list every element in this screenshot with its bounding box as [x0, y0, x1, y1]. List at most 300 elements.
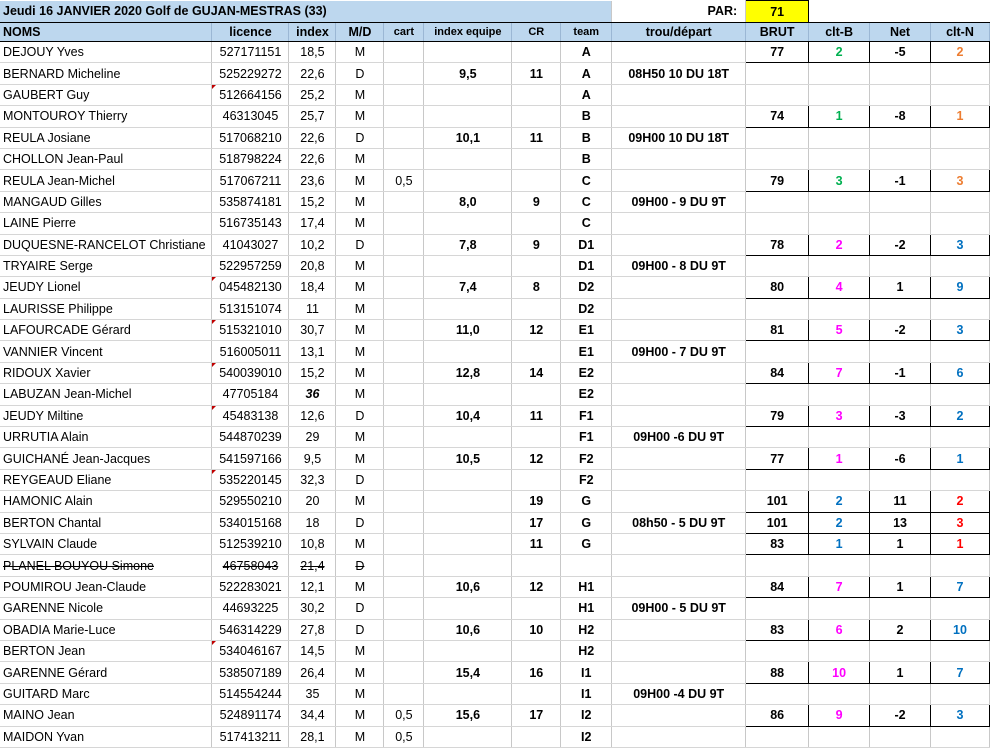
index-cell[interactable]: 14,5: [289, 640, 336, 661]
index-equipe-cell[interactable]: [424, 341, 512, 362]
md-cell[interactable]: M: [336, 298, 384, 319]
clt-n-cell[interactable]: 3: [930, 320, 989, 341]
licence-cell[interactable]: 47705184: [212, 384, 289, 405]
md-cell[interactable]: M: [336, 640, 384, 661]
cr-cell[interactable]: 17: [512, 512, 561, 533]
brut-cell[interactable]: [746, 127, 809, 148]
net-cell[interactable]: [870, 341, 931, 362]
cr-cell[interactable]: 14: [512, 362, 561, 383]
header-brut[interactable]: BRUT: [746, 23, 809, 42]
brut-cell[interactable]: [746, 191, 809, 212]
brut-cell[interactable]: [746, 726, 809, 747]
net-cell[interactable]: 1: [870, 576, 931, 597]
clt-b-cell[interactable]: 2: [809, 42, 870, 63]
md-cell[interactable]: D: [336, 619, 384, 640]
trou-cell[interactable]: 09H00 - 7 DU 9T: [612, 341, 746, 362]
team-cell[interactable]: D2: [561, 277, 612, 298]
team-cell[interactable]: F2: [561, 469, 612, 490]
team-cell[interactable]: H1: [561, 598, 612, 619]
md-cell[interactable]: M: [336, 170, 384, 191]
index-equipe-cell[interactable]: [424, 298, 512, 319]
index-equipe-cell[interactable]: [424, 491, 512, 512]
index-equipe-cell[interactable]: [424, 598, 512, 619]
comment-flag-icon[interactable]: [212, 277, 218, 283]
index-cell[interactable]: 32,3: [289, 469, 336, 490]
index-cell[interactable]: 25,7: [289, 106, 336, 127]
comment-flag-icon[interactable]: [212, 320, 218, 326]
cr-cell[interactable]: [512, 384, 561, 405]
licence-cell[interactable]: 522283021: [212, 576, 289, 597]
header-index-equipe[interactable]: index equipe: [424, 23, 512, 42]
trou-cell[interactable]: [612, 213, 746, 234]
md-cell[interactable]: D: [336, 555, 384, 576]
cart-cell[interactable]: [384, 84, 424, 105]
clt-n-cell[interactable]: 3: [930, 170, 989, 191]
cart-cell[interactable]: 0,5: [384, 170, 424, 191]
index-cell[interactable]: 18,5: [289, 42, 336, 63]
clt-n-cell[interactable]: 10: [930, 619, 989, 640]
trou-cell[interactable]: [612, 298, 746, 319]
team-cell[interactable]: H2: [561, 619, 612, 640]
clt-b-cell[interactable]: 1: [809, 106, 870, 127]
brut-cell[interactable]: [746, 598, 809, 619]
md-cell[interactable]: M: [336, 191, 384, 212]
clt-b-cell[interactable]: [809, 213, 870, 234]
team-cell[interactable]: C: [561, 191, 612, 212]
index-cell[interactable]: 11: [289, 298, 336, 319]
team-cell[interactable]: B: [561, 127, 612, 148]
clt-b-cell[interactable]: [809, 683, 870, 704]
licence-cell[interactable]: 516735143: [212, 213, 289, 234]
player-name[interactable]: PLANEL BOUYOU Simone: [0, 555, 212, 576]
cart-cell[interactable]: [384, 127, 424, 148]
cart-cell[interactable]: [384, 683, 424, 704]
clt-b-cell[interactable]: [809, 427, 870, 448]
clt-n-cell[interactable]: 3: [930, 512, 989, 533]
brut-cell[interactable]: [746, 469, 809, 490]
cr-cell[interactable]: 9: [512, 191, 561, 212]
net-cell[interactable]: [870, 63, 931, 84]
licence-cell[interactable]: 513151074: [212, 298, 289, 319]
clt-b-cell[interactable]: [809, 598, 870, 619]
net-cell[interactable]: -6: [870, 448, 931, 469]
clt-b-cell[interactable]: 1: [809, 448, 870, 469]
trou-cell[interactable]: [612, 640, 746, 661]
trou-cell[interactable]: 09H00 - 9 DU 9T: [612, 191, 746, 212]
team-cell[interactable]: G: [561, 512, 612, 533]
header-clt-b[interactable]: clt-B: [809, 23, 870, 42]
trou-cell[interactable]: [612, 448, 746, 469]
clt-b-cell[interactable]: [809, 384, 870, 405]
clt-b-cell[interactable]: [809, 191, 870, 212]
index-equipe-cell[interactable]: 7,4: [424, 277, 512, 298]
md-cell[interactable]: M: [336, 84, 384, 105]
index-equipe-cell[interactable]: [424, 555, 512, 576]
index-cell[interactable]: 28,1: [289, 726, 336, 747]
index-cell[interactable]: 36: [289, 384, 336, 405]
trou-cell[interactable]: 09H00 - 8 DU 9T: [612, 255, 746, 276]
licence-cell[interactable]: 514554244: [212, 683, 289, 704]
clt-n-cell[interactable]: [930, 683, 989, 704]
player-name[interactable]: LAURISSE Philippe: [0, 298, 212, 319]
clt-n-cell[interactable]: 7: [930, 576, 989, 597]
brut-cell[interactable]: 101: [746, 491, 809, 512]
md-cell[interactable]: D: [336, 127, 384, 148]
net-cell[interactable]: [870, 384, 931, 405]
index-cell[interactable]: 22,6: [289, 148, 336, 169]
net-cell[interactable]: [870, 427, 931, 448]
player-name[interactable]: RIDOUX Xavier: [0, 362, 212, 383]
index-cell[interactable]: 27,8: [289, 619, 336, 640]
index-equipe-cell[interactable]: 11,0: [424, 320, 512, 341]
cart-cell[interactable]: [384, 234, 424, 255]
licence-cell[interactable]: 045482130: [212, 277, 289, 298]
team-cell[interactable]: B: [561, 148, 612, 169]
net-cell[interactable]: [870, 469, 931, 490]
md-cell[interactable]: M: [336, 705, 384, 726]
trou-cell[interactable]: 09H00 - 5 DU 9T: [612, 598, 746, 619]
index-equipe-cell[interactable]: [424, 469, 512, 490]
licence-cell[interactable]: 46758043: [212, 555, 289, 576]
clt-n-cell[interactable]: [930, 191, 989, 212]
player-name[interactable]: GARENNE Nicole: [0, 598, 212, 619]
cr-cell[interactable]: [512, 598, 561, 619]
brut-cell[interactable]: 77: [746, 448, 809, 469]
licence-cell[interactable]: 544870239: [212, 427, 289, 448]
cart-cell[interactable]: [384, 213, 424, 234]
md-cell[interactable]: D: [336, 512, 384, 533]
trou-cell[interactable]: [612, 705, 746, 726]
cart-cell[interactable]: [384, 448, 424, 469]
md-cell[interactable]: M: [336, 362, 384, 383]
trou-cell[interactable]: [612, 320, 746, 341]
index-cell[interactable]: 17,4: [289, 213, 336, 234]
net-cell[interactable]: -2: [870, 234, 931, 255]
clt-n-cell[interactable]: 9: [930, 277, 989, 298]
trou-cell[interactable]: [612, 148, 746, 169]
clt-b-cell[interactable]: 2: [809, 234, 870, 255]
team-cell[interactable]: E2: [561, 362, 612, 383]
clt-n-cell[interactable]: 2: [930, 405, 989, 426]
net-cell[interactable]: [870, 598, 931, 619]
clt-n-cell[interactable]: [930, 726, 989, 747]
clt-b-cell[interactable]: 5: [809, 320, 870, 341]
net-cell[interactable]: -2: [870, 705, 931, 726]
cr-cell[interactable]: 11: [512, 533, 561, 554]
brut-cell[interactable]: 83: [746, 533, 809, 554]
trou-cell[interactable]: 08H50 10 DU 18T: [612, 63, 746, 84]
index-equipe-cell[interactable]: 10,6: [424, 619, 512, 640]
header-cart[interactable]: cart: [384, 23, 424, 42]
md-cell[interactable]: M: [336, 384, 384, 405]
player-name[interactable]: SYLVAIN Claude: [0, 533, 212, 554]
trou-cell[interactable]: 09H00 -4 DU 9T: [612, 683, 746, 704]
cart-cell[interactable]: [384, 106, 424, 127]
trou-cell[interactable]: [612, 234, 746, 255]
net-cell[interactable]: [870, 640, 931, 661]
brut-cell[interactable]: [746, 640, 809, 661]
cart-cell[interactable]: [384, 277, 424, 298]
cr-cell[interactable]: 17: [512, 705, 561, 726]
md-cell[interactable]: M: [336, 427, 384, 448]
net-cell[interactable]: [870, 255, 931, 276]
index-equipe-cell[interactable]: 15,4: [424, 662, 512, 683]
team-cell[interactable]: E1: [561, 341, 612, 362]
cr-cell[interactable]: [512, 255, 561, 276]
cr-cell[interactable]: [512, 148, 561, 169]
md-cell[interactable]: M: [336, 726, 384, 747]
licence-cell[interactable]: 517068210: [212, 127, 289, 148]
md-cell[interactable]: M: [336, 341, 384, 362]
player-name[interactable]: TRYAIRE Serge: [0, 255, 212, 276]
clt-b-cell[interactable]: [809, 84, 870, 105]
trou-cell[interactable]: 08h50 - 5 DU 9T: [612, 512, 746, 533]
player-name[interactable]: LABUZAN Jean-Michel: [0, 384, 212, 405]
cart-cell[interactable]: [384, 362, 424, 383]
licence-cell[interactable]: 527171151: [212, 42, 289, 63]
team-cell[interactable]: A: [561, 42, 612, 63]
md-cell[interactable]: M: [336, 491, 384, 512]
brut-cell[interactable]: [746, 63, 809, 84]
brut-cell[interactable]: 84: [746, 362, 809, 383]
header-md[interactable]: M/D: [336, 23, 384, 42]
clt-b-cell[interactable]: 3: [809, 170, 870, 191]
cart-cell[interactable]: [384, 619, 424, 640]
cr-cell[interactable]: [512, 298, 561, 319]
clt-n-cell[interactable]: 1: [930, 106, 989, 127]
licence-cell[interactable]: 534046167: [212, 640, 289, 661]
player-name[interactable]: MAINO Jean: [0, 705, 212, 726]
index-equipe-cell[interactable]: 12,8: [424, 362, 512, 383]
trou-cell[interactable]: [612, 42, 746, 63]
index-cell[interactable]: 15,2: [289, 191, 336, 212]
md-cell[interactable]: M: [336, 148, 384, 169]
index-cell[interactable]: 29: [289, 427, 336, 448]
cart-cell[interactable]: 0,5: [384, 726, 424, 747]
team-cell[interactable]: I2: [561, 705, 612, 726]
trou-cell[interactable]: [612, 384, 746, 405]
comment-flag-icon[interactable]: [212, 84, 218, 90]
trou-cell[interactable]: [612, 533, 746, 554]
index-equipe-cell[interactable]: [424, 683, 512, 704]
licence-cell[interactable]: 517067211: [212, 170, 289, 191]
team-cell[interactable]: G: [561, 533, 612, 554]
brut-cell[interactable]: [746, 213, 809, 234]
net-cell[interactable]: [870, 84, 931, 105]
comment-flag-icon[interactable]: [212, 405, 218, 411]
par-value[interactable]: 71: [746, 1, 809, 23]
trou-cell[interactable]: [612, 726, 746, 747]
licence-cell[interactable]: 44693225: [212, 598, 289, 619]
clt-b-cell[interactable]: 2: [809, 512, 870, 533]
clt-b-cell[interactable]: [809, 255, 870, 276]
index-equipe-cell[interactable]: [424, 255, 512, 276]
net-cell[interactable]: -3: [870, 405, 931, 426]
cr-cell[interactable]: 12: [512, 320, 561, 341]
clt-b-cell[interactable]: [809, 341, 870, 362]
cr-cell[interactable]: [512, 640, 561, 661]
clt-n-cell[interactable]: 2: [930, 491, 989, 512]
brut-cell[interactable]: 88: [746, 662, 809, 683]
trou-cell[interactable]: [612, 555, 746, 576]
player-name[interactable]: MAIDON Yvan: [0, 726, 212, 747]
md-cell[interactable]: M: [336, 533, 384, 554]
trou-cell[interactable]: [612, 576, 746, 597]
index-cell[interactable]: 18,4: [289, 277, 336, 298]
player-name[interactable]: CHOLLON Jean-Paul: [0, 148, 212, 169]
licence-cell[interactable]: 534015168: [212, 512, 289, 533]
licence-cell[interactable]: 512664156: [212, 84, 289, 105]
licence-cell[interactable]: 529550210: [212, 491, 289, 512]
clt-b-cell[interactable]: 6: [809, 619, 870, 640]
clt-b-cell[interactable]: 9: [809, 705, 870, 726]
clt-n-cell[interactable]: [930, 598, 989, 619]
licence-cell[interactable]: 538507189: [212, 662, 289, 683]
licence-cell[interactable]: 518798224: [212, 148, 289, 169]
brut-cell[interactable]: [746, 427, 809, 448]
player-name[interactable]: BERTON Jean: [0, 640, 212, 661]
comment-flag-icon[interactable]: [212, 362, 218, 368]
player-name[interactable]: GARENNE Gérard: [0, 662, 212, 683]
clt-n-cell[interactable]: [930, 148, 989, 169]
player-name[interactable]: URRUTIA Alain: [0, 427, 212, 448]
team-cell[interactable]: I1: [561, 683, 612, 704]
clt-n-cell[interactable]: [930, 469, 989, 490]
cart-cell[interactable]: [384, 598, 424, 619]
trou-cell[interactable]: [612, 491, 746, 512]
clt-n-cell[interactable]: [930, 255, 989, 276]
cart-cell[interactable]: 0,5: [384, 705, 424, 726]
team-cell[interactable]: G: [561, 491, 612, 512]
player-name[interactable]: DUQUESNE-RANCELOT Christiane: [0, 234, 212, 255]
brut-cell[interactable]: 84: [746, 576, 809, 597]
cart-cell[interactable]: [384, 555, 424, 576]
team-cell[interactable]: I1: [561, 662, 612, 683]
cr-cell[interactable]: [512, 341, 561, 362]
cr-cell[interactable]: 11: [512, 127, 561, 148]
brut-cell[interactable]: [746, 148, 809, 169]
index-equipe-cell[interactable]: [424, 427, 512, 448]
header-name[interactable]: NOMS: [0, 23, 212, 42]
brut-cell[interactable]: 86: [746, 705, 809, 726]
header-trou[interactable]: trou/départ: [612, 23, 746, 42]
licence-cell[interactable]: 540039010: [212, 362, 289, 383]
team-cell[interactable]: F2: [561, 448, 612, 469]
index-cell[interactable]: 15,2: [289, 362, 336, 383]
team-cell[interactable]: E1: [561, 320, 612, 341]
clt-n-cell[interactable]: [930, 63, 989, 84]
clt-n-cell[interactable]: 1: [930, 533, 989, 554]
clt-b-cell[interactable]: 10: [809, 662, 870, 683]
trou-cell[interactable]: [612, 362, 746, 383]
header-cr[interactable]: CR: [512, 23, 561, 42]
team-cell[interactable]: H2: [561, 640, 612, 661]
trou-cell[interactable]: [612, 106, 746, 127]
md-cell[interactable]: M: [336, 255, 384, 276]
cart-cell[interactable]: [384, 491, 424, 512]
team-cell[interactable]: H1: [561, 576, 612, 597]
net-cell[interactable]: 13: [870, 512, 931, 533]
licence-cell[interactable]: 516005011: [212, 341, 289, 362]
cart-cell[interactable]: [384, 427, 424, 448]
clt-n-cell[interactable]: [930, 213, 989, 234]
md-cell[interactable]: M: [336, 683, 384, 704]
cr-cell[interactable]: 10: [512, 619, 561, 640]
team-cell[interactable]: D2: [561, 298, 612, 319]
index-cell[interactable]: 22,6: [289, 127, 336, 148]
team-cell[interactable]: E2: [561, 384, 612, 405]
net-cell[interactable]: [870, 148, 931, 169]
brut-cell[interactable]: [746, 341, 809, 362]
licence-cell[interactable]: 546314229: [212, 619, 289, 640]
clt-n-cell[interactable]: [930, 555, 989, 576]
team-cell[interactable]: C: [561, 170, 612, 191]
cart-cell[interactable]: [384, 191, 424, 212]
clt-b-cell[interactable]: 7: [809, 362, 870, 383]
licence-cell[interactable]: 541597166: [212, 448, 289, 469]
player-name[interactable]: DEJOUY Yves: [0, 42, 212, 63]
cart-cell[interactable]: [384, 148, 424, 169]
clt-b-cell[interactable]: [809, 726, 870, 747]
player-name[interactable]: REYGEAUD Eliane: [0, 469, 212, 490]
md-cell[interactable]: M: [336, 448, 384, 469]
index-equipe-cell[interactable]: 10,5: [424, 448, 512, 469]
cart-cell[interactable]: [384, 405, 424, 426]
trou-cell[interactable]: [612, 662, 746, 683]
player-name[interactable]: LAFOURCADE Gérard: [0, 320, 212, 341]
index-equipe-cell[interactable]: [424, 213, 512, 234]
index-equipe-cell[interactable]: 7,8: [424, 234, 512, 255]
cr-cell[interactable]: 12: [512, 576, 561, 597]
clt-b-cell[interactable]: [809, 640, 870, 661]
index-cell[interactable]: 20: [289, 491, 336, 512]
player-name[interactable]: VANNIER Vincent: [0, 341, 212, 362]
cr-cell[interactable]: [512, 106, 561, 127]
index-cell[interactable]: 26,4: [289, 662, 336, 683]
player-name[interactable]: REULA Josiane: [0, 127, 212, 148]
index-cell[interactable]: 30,2: [289, 598, 336, 619]
index-cell[interactable]: 13,1: [289, 341, 336, 362]
clt-n-cell[interactable]: [930, 341, 989, 362]
index-equipe-cell[interactable]: 10,4: [424, 405, 512, 426]
cr-cell[interactable]: [512, 726, 561, 747]
md-cell[interactable]: M: [336, 42, 384, 63]
md-cell[interactable]: M: [336, 320, 384, 341]
cr-cell[interactable]: [512, 683, 561, 704]
cr-cell[interactable]: 8: [512, 277, 561, 298]
net-cell[interactable]: -5: [870, 42, 931, 63]
trou-cell[interactable]: [612, 84, 746, 105]
index-cell[interactable]: 23,6: [289, 170, 336, 191]
comment-flag-icon[interactable]: [212, 469, 218, 475]
net-cell[interactable]: 2: [870, 619, 931, 640]
net-cell[interactable]: [870, 726, 931, 747]
md-cell[interactable]: M: [336, 662, 384, 683]
cart-cell[interactable]: [384, 255, 424, 276]
index-cell[interactable]: 30,7: [289, 320, 336, 341]
player-name[interactable]: GAUBERT Guy: [0, 84, 212, 105]
trou-cell[interactable]: 09H00 -6 DU 9T: [612, 427, 746, 448]
clt-n-cell[interactable]: [930, 298, 989, 319]
index-equipe-cell[interactable]: 15,6: [424, 705, 512, 726]
cr-cell[interactable]: [512, 84, 561, 105]
index-cell[interactable]: 10,2: [289, 234, 336, 255]
net-cell[interactable]: -1: [870, 170, 931, 191]
net-cell[interactable]: -2: [870, 320, 931, 341]
index-equipe-cell[interactable]: 10,6: [424, 576, 512, 597]
licence-cell[interactable]: 41043027: [212, 234, 289, 255]
net-cell[interactable]: 1: [870, 533, 931, 554]
